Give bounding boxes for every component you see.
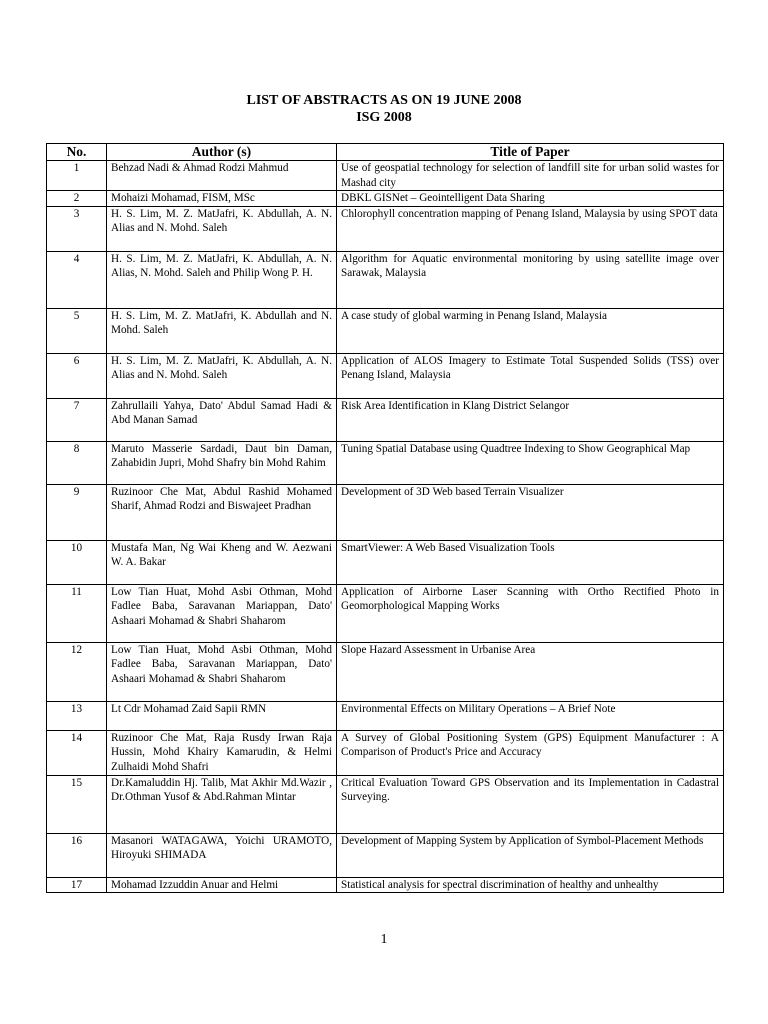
row-paper-title: Development of 3D Web based Terrain Visualizer <box>337 484 724 540</box>
table-row <box>47 161 724 191</box>
row-paper-title: A Survey of Global Positioning System (GPS) Equipment Manufacturer : A Comparison of Product's Price and Accuracy <box>337 730 724 775</box>
header-title: Title of Paper <box>337 144 724 161</box>
page-number: 1 <box>380 932 388 947</box>
table-row <box>47 833 724 877</box>
row-author: H. S. Lim, M. Z. MatJafri, K. Abdullah, A. N. Alias, N. Mohd. Saleh and Philip Wong P. H. <box>107 251 337 308</box>
table-row <box>47 584 724 642</box>
row-paper-title: Risk Area Identification in Klang District Selangor <box>337 398 724 441</box>
row-number: 8 <box>47 441 107 484</box>
table-row <box>47 540 724 584</box>
row-author: Ruzinoor Che Mat, Raja Rusdy Irwan Raja Hussin, Mohd Khairy Kamarudin, & Helmi Zulhaidi Mohd Shafri <box>107 730 337 775</box>
row-paper-title: Environmental Effects on Military Operations – A Brief Note <box>337 701 724 730</box>
row-author: Zahrullaili Yahya, Dato' Abdul Samad Hadi & Abd Manan Samad <box>107 398 337 441</box>
row-number: 16 <box>47 833 107 877</box>
row-number: 3 <box>47 206 107 251</box>
row-author: Mohamad Izzuddin Anuar and Helmi <box>107 877 337 893</box>
row-number: 5 <box>47 308 107 353</box>
table-row <box>47 353 724 398</box>
table-row <box>47 308 724 353</box>
row-number: 9 <box>47 484 107 540</box>
row-author: Ruzinoor Che Mat, Abdul Rashid Mohamed Sharif, Ahmad Rodzi and Biswajeet Pradhan <box>107 484 337 540</box>
row-author: Low Tian Huat, Mohd Asbi Othman, Mohd Fadlee Baba, Saravanan Mariappan, Dato' Ashaari Mohamad & Shabri Shaharom <box>107 642 337 701</box>
row-number: 2 <box>47 191 107 207</box>
row-number: 11 <box>47 584 107 642</box>
row-paper-title: Slope Hazard Assessment in Urbanise Area <box>337 642 724 701</box>
abstracts-table <box>46 143 724 893</box>
row-paper-title: Tuning Spatial Database using Quadtree Indexing to Show Geographical Map <box>337 441 724 484</box>
table-row <box>47 730 724 775</box>
row-author: H. S. Lim, M. Z. MatJafri, K. Abdullah and N. Mohd. Saleh <box>107 308 337 353</box>
row-paper-title: SmartViewer: A Web Based Visualization Tools <box>337 540 724 584</box>
table-row <box>47 251 724 308</box>
row-paper-title: Chlorophyll concentration mapping of Penang Island, Malaysia by using SPOT data <box>337 206 724 251</box>
header-author: Author (s) <box>107 144 337 161</box>
row-author: Masanori WATAGAWA, Yoichi URAMOTO, Hiroyuki SHIMADA <box>107 833 337 877</box>
row-number: 12 <box>47 642 107 701</box>
table-row <box>47 484 724 540</box>
row-number: 17 <box>47 877 107 893</box>
row-author: Dr.Kamaluddin Hj. Talib, Mat Akhir Md.Wazir , Dr.Othman Yusof & Abd.Rahman Mintar <box>107 775 337 833</box>
row-author: Maruto Masserie Sardadi, Daut bin Daman, Zahabidin Jupri, Mohd Shafry bin Mohd Rahim <box>107 441 337 484</box>
table-row <box>47 701 724 730</box>
table-row <box>47 877 724 893</box>
row-author: Low Tian Huat, Mohd Asbi Othman, Mohd Fadlee Baba, Saravanan Mariappan, Dato' Ashaari Mohamad & Shabri Shaharom <box>107 584 337 642</box>
row-number: 10 <box>47 540 107 584</box>
row-number: 6 <box>47 353 107 398</box>
document-title: LIST OF ABSTRACTS AS ON 19 JUNE 2008 <box>246 93 522 108</box>
header-no: No. <box>47 144 107 161</box>
row-number: 15 <box>47 775 107 833</box>
row-paper-title: Statistical analysis for spectral discrimination of healthy and unhealthy <box>337 877 724 893</box>
row-paper-title: Application of ALOS Imagery to Estimate Total Suspended Solids (TSS) over Penang Island, Malaysia <box>337 353 724 398</box>
table-header-row <box>47 144 724 161</box>
table-row <box>47 775 724 833</box>
row-paper-title: A case study of global warming in Penang Island, Malaysia <box>337 308 724 353</box>
table-row <box>47 206 724 251</box>
table-row <box>47 441 724 484</box>
row-number: 7 <box>47 398 107 441</box>
table-row <box>47 642 724 701</box>
row-number: 4 <box>47 251 107 308</box>
row-paper-title: Critical Evaluation Toward GPS Observation and its Implementation in Cadastral Surveying. <box>337 775 724 833</box>
row-number: 13 <box>47 701 107 730</box>
row-paper-title: Development of Mapping System by Application of Symbol-Placement Methods <box>337 833 724 877</box>
row-number: 14 <box>47 730 107 775</box>
row-author: Mustafa Man, Ng Wai Kheng and W. Aezwani W. A. Bakar <box>107 540 337 584</box>
row-author: Lt Cdr Mohamad Zaid Sapii RMN <box>107 701 337 730</box>
row-number: 1 <box>47 161 107 191</box>
table-row <box>47 398 724 441</box>
row-paper-title: Application of Airborne Laser Scanning with Ortho Rectified Photo in Geomorphological Mapping Works <box>337 584 724 642</box>
row-paper-title: DBKL GISNet – Geointelligent Data Sharing <box>337 191 724 207</box>
row-author: H. S. Lim, M. Z. MatJafri, K. Abdullah, A. N. Alias and N. Mohd. Saleh <box>107 353 337 398</box>
table-row <box>47 191 724 207</box>
row-paper-title: Use of geospatial technology for selection of landfill site for urban solid wastes for Mashad city <box>337 161 724 191</box>
row-author: Mohaizi Mohamad, FISM, MSc <box>107 191 337 207</box>
row-author: H. S. Lim, M. Z. MatJafri, K. Abdullah, A. N. Alias and N. Mohd. Saleh <box>107 206 337 251</box>
row-paper-title: Algorithm for Aquatic environmental monitoring by using satellite image over Sarawak, Malaysia <box>337 251 724 308</box>
row-author: Behzad Nadi & Ahmad Rodzi Mahmud <box>107 161 337 191</box>
document-subtitle: ISG 2008 <box>356 110 412 125</box>
